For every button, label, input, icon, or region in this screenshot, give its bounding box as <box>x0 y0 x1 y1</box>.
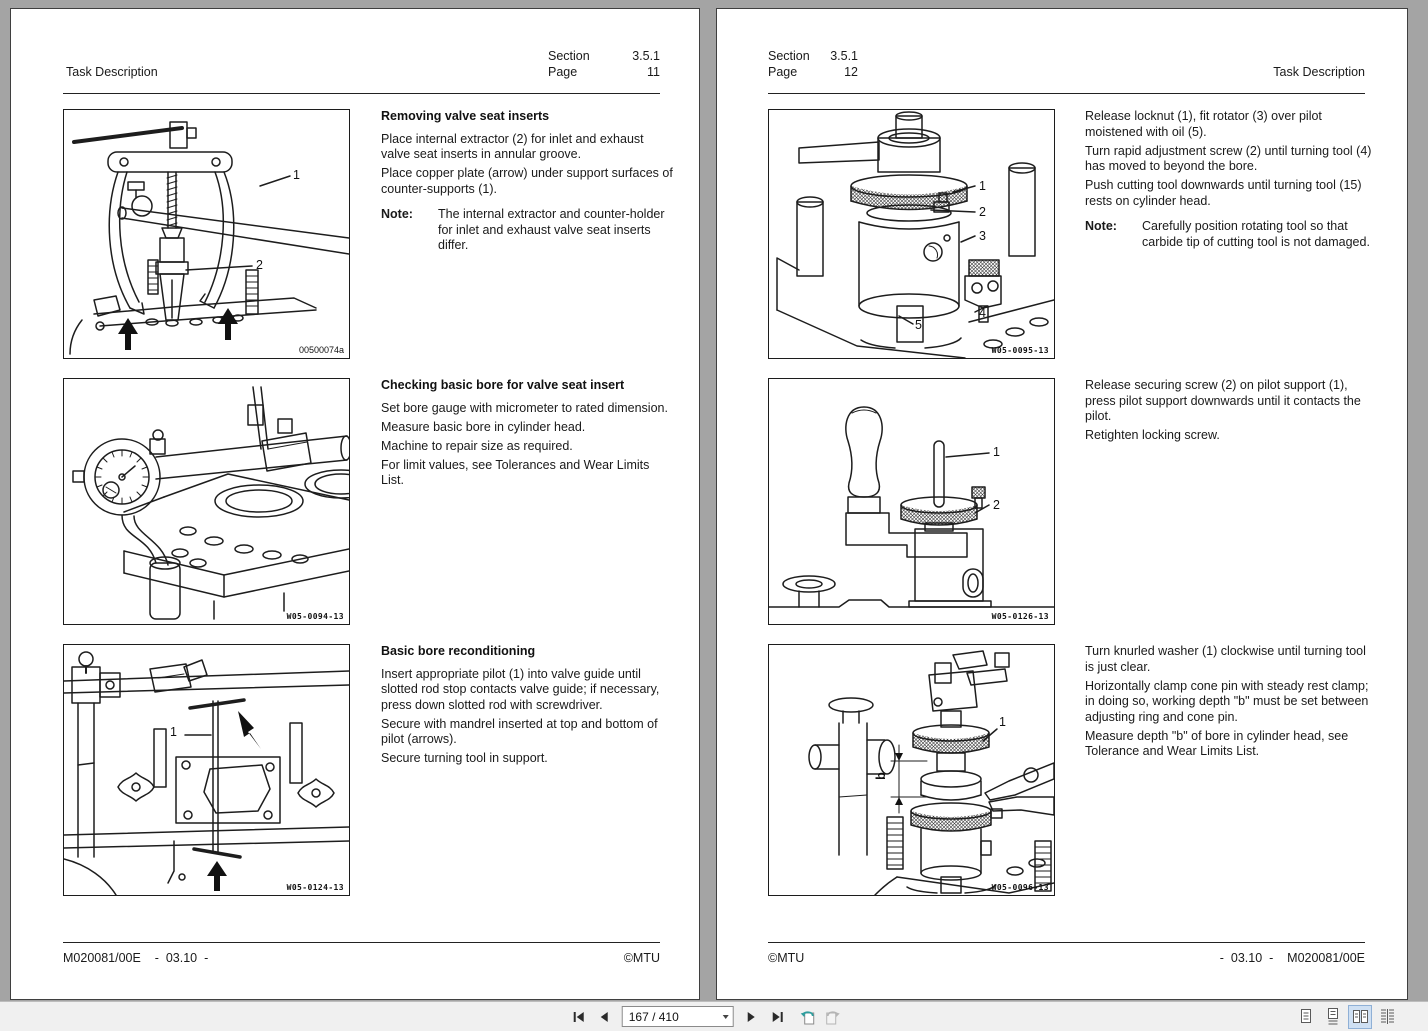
paragraph: Measure depth "b" of bore in cylinder head, see Tolerance and Wear Limits List. <box>1085 728 1349 758</box>
paragraph: Secure turning tool in support. <box>381 751 548 765</box>
first-page-icon <box>572 1011 585 1023</box>
paragraph: Retighten locking screw. <box>1085 428 1220 442</box>
paragraph: Secure with mandrel inserted at top and bottom of pilot (arrows). <box>381 716 658 746</box>
section-heading: Checking basic bore for valve seat insert <box>381 378 625 392</box>
figure-valve-seat-extractor <box>63 109 350 359</box>
paragraph: Turn knurled washer (1) clockwise until turning tool is just clear. <box>1085 644 1366 674</box>
paragraph: Place copper plate (arrow) under support surfaces of counter-supports (1). <box>381 166 673 196</box>
next-view-icon <box>824 1008 842 1026</box>
footer-doc-number: M020081/00E - 03.10 - <box>63 951 209 965</box>
next-page-button[interactable] <box>741 1006 763 1028</box>
single-page-layout-icon <box>1298 1008 1314 1025</box>
page-layout-group <box>1295 1002 1398 1031</box>
figure-crank-tool <box>768 378 1055 625</box>
combo-dropdown-icon <box>719 1015 733 1019</box>
viewer-toolbar <box>0 1001 1428 1031</box>
section-checking-basic-bore <box>381 378 674 492</box>
page-number-value: 167 / 410 <box>628 1009 679 1024</box>
paragraph: Release securing screw (2) on pilot support (1), press pilot support downwards until it contacts the pilot. <box>1085 378 1361 423</box>
working-depth-illustration <box>769 645 1054 895</box>
figure-callout-5: 5 <box>915 318 922 332</box>
bore-gauge-illustration <box>64 379 349 624</box>
paragraph: Insert appropriate pilot (1) into valve guide until slotted rod stop contacts valve guide; if necessary, press down slotted rod with screwdriver. <box>381 666 660 712</box>
note-block <box>1085 219 1376 250</box>
figure-callout-1: 1 <box>999 715 1006 729</box>
figure-bore-gauge <box>63 378 350 625</box>
two-page-view-button[interactable] <box>1349 1006 1371 1028</box>
figure-rotator-tool <box>768 109 1055 359</box>
section-heading: Removing valve seat inserts <box>381 109 550 123</box>
footer-doc-number: - 03.10 - M020081/00E <box>1219 951 1365 965</box>
section-fit-rotator <box>1085 109 1376 250</box>
next-view-button[interactable] <box>822 1006 844 1028</box>
section-pilot-support <box>1085 378 1376 447</box>
pilot-mandrel-illustration <box>64 645 349 895</box>
paragraph: Release locknut (1), fit rotator (3) over pilot moistened with oil (5). <box>1085 109 1322 139</box>
paragraph: Set bore gauge with micrometer to rated dimension. <box>381 400 668 415</box>
paragraph: Horizontally clamp cone pin with steady rest clamp; in doing so, working depth "b" must be set between adjusting ring and cone pin. <box>1085 678 1369 724</box>
first-page-button[interactable] <box>568 1006 590 1028</box>
crank-tool-illustration <box>769 379 1054 624</box>
continuous-view-button[interactable] <box>1322 1006 1344 1028</box>
page-11 <box>10 8 700 1000</box>
page-title: Task Description <box>1273 65 1365 79</box>
footer-copyright: ©MTU <box>623 951 660 965</box>
section-label: Section <box>768 49 810 63</box>
paragraph: Push cutting tool downwards until turning tool (15) rests on cylinder head. <box>1085 178 1362 208</box>
previous-page-icon <box>599 1011 609 1023</box>
footer-rule <box>63 942 660 943</box>
figure-working-depth <box>768 644 1055 896</box>
page-navigation-group <box>568 1002 844 1031</box>
section-removing-valve-seat-inserts <box>381 109 674 254</box>
figure-id: W05-0124-13 <box>286 883 344 892</box>
paragraph: For limit values, see Tolerances and Wear Limits List. <box>381 457 650 487</box>
page-label: Page <box>768 65 798 79</box>
header-rule <box>768 93 1365 94</box>
page-label: Page <box>548 65 578 79</box>
footer-rule <box>768 942 1365 943</box>
two-page-continuous-layout-icon <box>1379 1008 1396 1025</box>
note-block <box>381 207 674 254</box>
header-meta <box>768 49 858 81</box>
figure-id: W05-0095-13 <box>991 346 1049 355</box>
note-label: Note: <box>381 207 413 221</box>
figure-callout-1: 1 <box>293 168 300 182</box>
section-value: 3.5.1 <box>830 49 858 63</box>
figure-callout-2: 2 <box>993 498 1000 512</box>
figure-callout-1: 1 <box>979 179 986 193</box>
note-text: The internal extractor and counter-holder for inlet and exhaust valve seat inserts differ. <box>438 207 665 252</box>
page-title: Task Description <box>66 65 158 79</box>
last-page-icon <box>770 1011 783 1023</box>
section-heading: Basic bore reconditioning <box>381 644 536 658</box>
page-value: 11 <box>647 65 660 79</box>
figure-id: 00500074a <box>298 345 344 355</box>
two-page-continuous-view-button[interactable] <box>1376 1006 1398 1028</box>
figure-callout-1: 1 <box>170 725 177 739</box>
note-text: Carefully position rotating tool so that carbide tip of cutting tool is not damaged. <box>1142 219 1370 249</box>
rotator-illustration <box>769 110 1054 358</box>
header-rule <box>63 93 660 94</box>
extractor-illustration <box>64 110 349 358</box>
section-label: Section <box>548 49 590 63</box>
previous-view-button[interactable] <box>797 1006 819 1028</box>
page-number-combobox[interactable] <box>622 1006 734 1027</box>
figure-id: W05-0094-13 <box>286 612 344 621</box>
single-page-view-button[interactable] <box>1295 1006 1317 1028</box>
figure-id: W05-0126-13 <box>991 612 1049 621</box>
figure-id: W05-0096-13 <box>991 883 1049 892</box>
section-basic-bore-reconditioning <box>381 644 674 770</box>
figure-callout-3: 3 <box>979 229 986 243</box>
paragraph: Machine to repair size as required. <box>381 438 573 453</box>
section-knurled-washer <box>1085 644 1376 763</box>
note-label: Note: <box>1085 219 1117 233</box>
figure-dimension-b: b <box>873 772 888 780</box>
figure-callout-1: 1 <box>993 445 1000 459</box>
figure-pilot-mandrel <box>63 644 350 896</box>
continuous-layout-icon <box>1325 1008 1341 1025</box>
page-12 <box>716 8 1408 1000</box>
section-value: 3.5.1 <box>632 49 660 63</box>
previous-view-icon <box>799 1008 817 1026</box>
two-page-layout-icon <box>1352 1008 1369 1025</box>
figure-callout-4: 4 <box>979 306 986 320</box>
figure-callout-2: 2 <box>979 205 986 219</box>
header-meta <box>548 49 660 81</box>
last-page-button[interactable] <box>766 1006 788 1028</box>
paragraph: Measure basic bore in cylinder head. <box>381 419 586 434</box>
previous-page-button[interactable] <box>593 1006 615 1028</box>
page-value: 12 <box>844 65 858 79</box>
footer-copyright: ©MTU <box>768 951 805 965</box>
paragraph: Place internal extractor (2) for inlet and exhaust valve seat inserts in annular groove. <box>381 131 644 161</box>
figure-callout-2: 2 <box>256 258 263 272</box>
paragraph: Turn rapid adjustment screw (2) until turning tool (4) has moved to beyond the bore. <box>1085 143 1372 173</box>
next-page-icon <box>747 1011 757 1023</box>
